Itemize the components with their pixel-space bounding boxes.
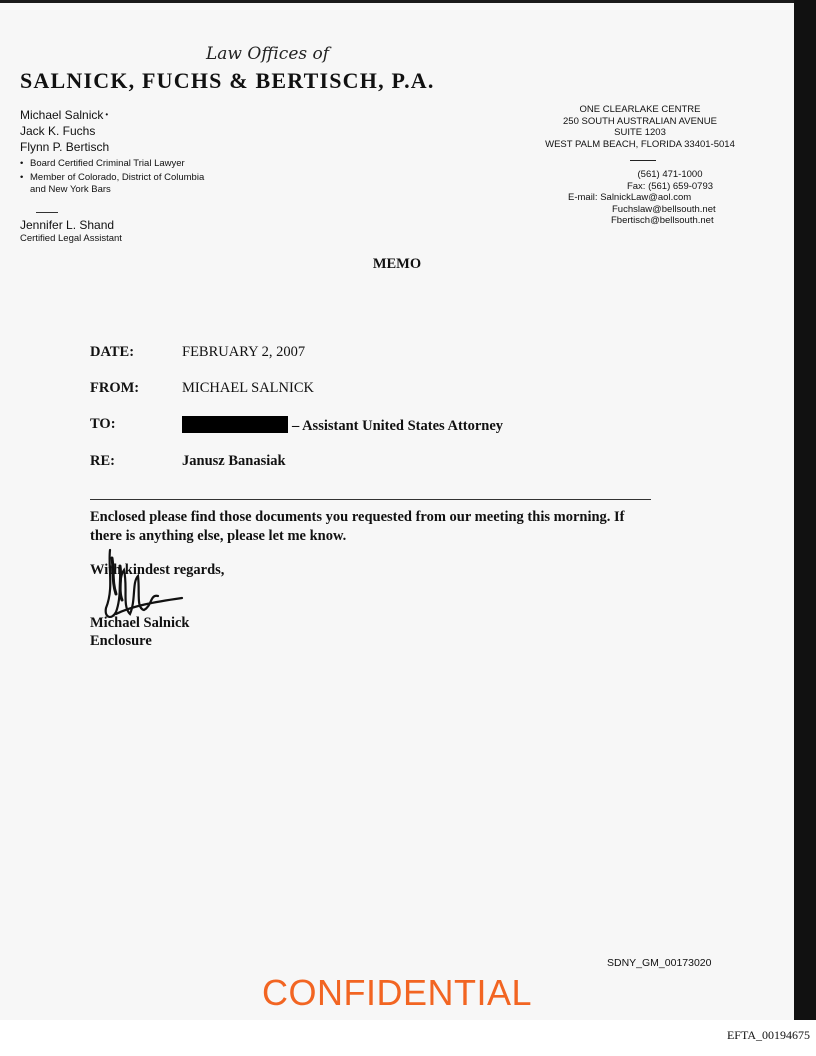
body-line: Enclosed please find those documents you requested from our meeting this morning. If	[90, 509, 625, 525]
address-line: 250 SOUTH AUSTRALIAN AVENUE	[563, 115, 717, 127]
email-address: Fbertisch@bellsouth.net	[611, 215, 714, 226]
firm-contact	[560, 169, 780, 227]
body-line: there is anything else, please let me know.	[90, 527, 347, 544]
scan-right-edge	[794, 0, 816, 1020]
to-label: TO:	[90, 416, 116, 432]
fax-number: Fax: (561) 659-0793	[626, 180, 714, 192]
to-value	[182, 416, 503, 435]
email-address: Fuchslaw@bellsouth.net	[612, 203, 716, 215]
phone-number: (561) 471-1000	[637, 169, 703, 180]
confidential-stamp: CONFIDENTIAL	[261, 972, 533, 1013]
from-value: MICHAEL SALNICK	[182, 380, 314, 396]
closing-line: With kindest regards,	[90, 562, 225, 578]
memo-heading: MEMO	[372, 256, 422, 272]
firm-name: SALNICK, FUCHS & BERTISCH, P.A.	[20, 68, 435, 93]
signer-block	[90, 615, 190, 650]
redaction-box	[182, 416, 288, 433]
address-line: ONE CLEARLAKE CENTRE	[579, 104, 701, 115]
memo-divider	[90, 499, 651, 500]
letterhead-divider-right	[630, 160, 656, 161]
address-line: WEST PALM BEACH, FLORIDA 33401-5014	[545, 138, 735, 150]
credential-note: • Board Certified Criminal Trial Lawyer	[20, 158, 204, 170]
re-label: RE:	[90, 453, 115, 469]
attorney-list	[20, 107, 109, 155]
signer-name: Michael Salnick	[90, 615, 190, 631]
legal-assistant	[20, 218, 122, 246]
law-offices-script: Law Offices of	[206, 44, 330, 64]
credential-notes	[20, 158, 204, 198]
letterhead-divider-left	[36, 212, 58, 213]
credential-note: • Member of Colorado, District of Columbia and New York Bars	[20, 172, 204, 196]
address-line: SUITE 1203	[614, 127, 666, 138]
recipient-title: – Assistant United States Attorney	[292, 418, 504, 434]
from-label: FROM:	[90, 380, 140, 396]
bates-number: SDNY_GM_00173020	[607, 957, 712, 969]
re-value: Janusz Banasiak	[182, 453, 286, 469]
attorney-mark: •	[105, 110, 109, 119]
assistant-name: Jennifer L. Shand	[20, 218, 115, 232]
email-line	[568, 192, 780, 204]
date-value: FEBRUARY 2, 2007	[182, 344, 306, 360]
assistant-title: Certified Legal Assistant	[20, 233, 122, 244]
efta-number: EFTA_00194675	[726, 1028, 810, 1042]
attorney-name: Michael Salnick •	[20, 108, 109, 122]
enclosure-note: Enclosure	[90, 632, 152, 649]
attorney-name: Jack K. Fuchs	[20, 124, 96, 138]
email-address: SalnickLaw@aol.com	[600, 192, 692, 203]
email-label: E-mail:	[568, 192, 598, 203]
scan-top-edge	[0, 0, 816, 3]
attorney-name: Flynn P. Bertisch	[20, 140, 110, 154]
date-label: DATE:	[90, 344, 135, 360]
firm-address	[500, 104, 780, 150]
memo-body	[90, 508, 690, 545]
